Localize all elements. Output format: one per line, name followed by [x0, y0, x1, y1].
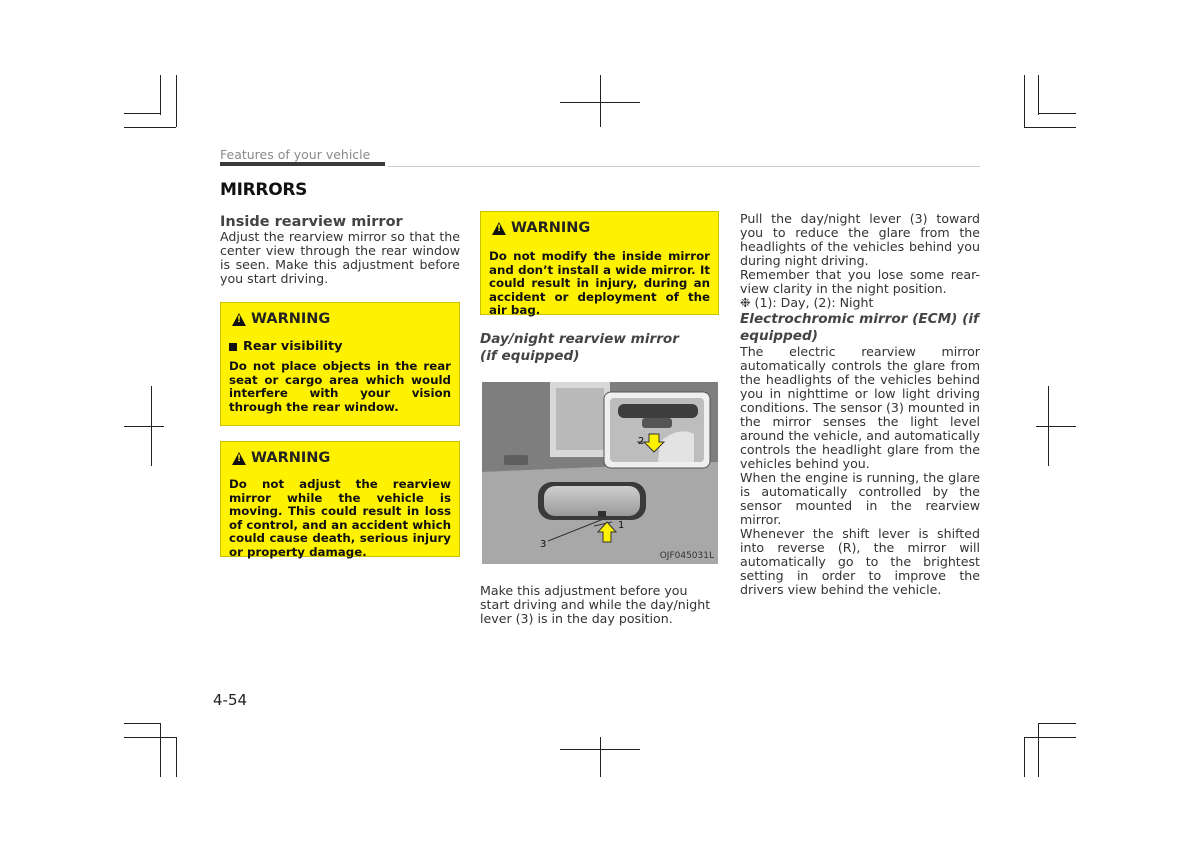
warning-triangle-icon: [232, 452, 246, 465]
paragraph: Pull the day/night lever (3) toward you to reduce the glare from the headlights of the vehicles behind you during night driving.: [740, 211, 980, 268]
paragraph: Remember that you lose some rear-view clarity in the night position.: [740, 267, 980, 296]
crop-mark: [1024, 127, 1076, 128]
warning-title: ! WARNING: [232, 311, 451, 327]
paragraph: Adjust the rearview mirror so that the center view through the rear window is seen. Make this adjustment before you start driving.: [220, 229, 460, 286]
mirror-illustration: [482, 382, 718, 564]
crop-mark: [1038, 113, 1076, 114]
section-heading: Day/night rearview mirror (if equipped): [480, 331, 679, 364]
crop-mark: [1038, 723, 1076, 724]
warning-subheading: Rear visibility: [229, 339, 451, 354]
crop-mark: [1038, 723, 1039, 777]
header-bar: [220, 162, 385, 166]
figure-code: OJF045031L: [659, 551, 714, 561]
crop-mark: [160, 723, 161, 777]
callout-label-1: 1: [618, 520, 625, 531]
warning-triangle-icon: [232, 313, 246, 326]
square-bullet-icon: [229, 343, 237, 351]
section-heading: Electrochromic mirror (ECM) (if equipped): [740, 311, 979, 344]
warning-triangle-icon: [492, 222, 506, 235]
warning-box: [220, 441, 460, 557]
registration-mark: [124, 426, 164, 427]
crop-mark: [124, 723, 160, 724]
paragraph: Whenever the shift lever is shifted into reverse (R), the mirror will automatically go to the brightest setting in order to improve the drivers view behind the vehicle.: [740, 526, 980, 597]
registration-mark: [1048, 386, 1049, 466]
section-header: Features of your vehicle: [220, 147, 371, 162]
crop-mark: [1024, 75, 1025, 127]
paragraph: When the engine is running, the glare is automatically controlled by the sensor mounted in the rearview mirror.: [740, 470, 980, 527]
paragraph: The electric rearview mirror automatically controls the glare from the headlights of the vehicles behind you in nighttime or low light driving conditions. The sensor (3) mounted in the mirror senses the light level around the vehicle, and automatically controls the headlight glare from the vehicles behind you.: [740, 344, 980, 471]
column-2-text: [480, 584, 719, 626]
registration-mark: [600, 75, 601, 127]
warning-box: [480, 211, 719, 318]
warning-body: Do not adjust the rearview mirror while the vehicle is moving. This could result in loss of control, and an accident which could cause death, serious injury or property damage.: [229, 477, 451, 559]
warning-title: ! WARNING: [492, 220, 710, 236]
crop-mark: [1038, 75, 1039, 115]
registration-mark: [600, 737, 601, 777]
crop-mark: [160, 75, 161, 115]
column-2-heading: [480, 331, 680, 365]
column-1: [220, 214, 460, 286]
crop-mark: [176, 737, 177, 777]
warning-box: [220, 302, 460, 426]
crop-mark: [124, 113, 160, 114]
warning-body: Do not modify the inside mirror and don’t install a wide mirror. It could result in injury, during an accident or deployment of the air bag.: [489, 249, 710, 318]
page-number: 4-54: [213, 691, 248, 709]
crop-mark: [124, 737, 176, 738]
registration-mark: [1036, 426, 1076, 427]
rearview-mirror-image: [482, 382, 718, 564]
registration-mark: [151, 386, 152, 466]
callout-label-2: 2: [638, 436, 645, 447]
crop-mark: [1024, 737, 1025, 777]
crop-mark: [1024, 737, 1076, 738]
header-rule: [388, 166, 980, 167]
paragraph: Make this adjustment before you start driving and while the day/night lever (3) is in the day position.: [480, 583, 711, 626]
callout-label-3: 3: [540, 539, 547, 550]
page-title: MIRRORS: [220, 180, 308, 200]
warning-title: ! WARNING: [232, 450, 451, 466]
section-heading: Inside rearview mirror: [220, 214, 403, 230]
crop-mark: [176, 75, 177, 127]
crop-mark: [124, 127, 176, 128]
note: ❉ (1): Day, (2): Night: [740, 295, 874, 310]
column-3: [740, 212, 980, 597]
warning-body: Do not place objects in the rear seat or cargo area which would interfere with your vision through the rear window.: [229, 359, 451, 414]
